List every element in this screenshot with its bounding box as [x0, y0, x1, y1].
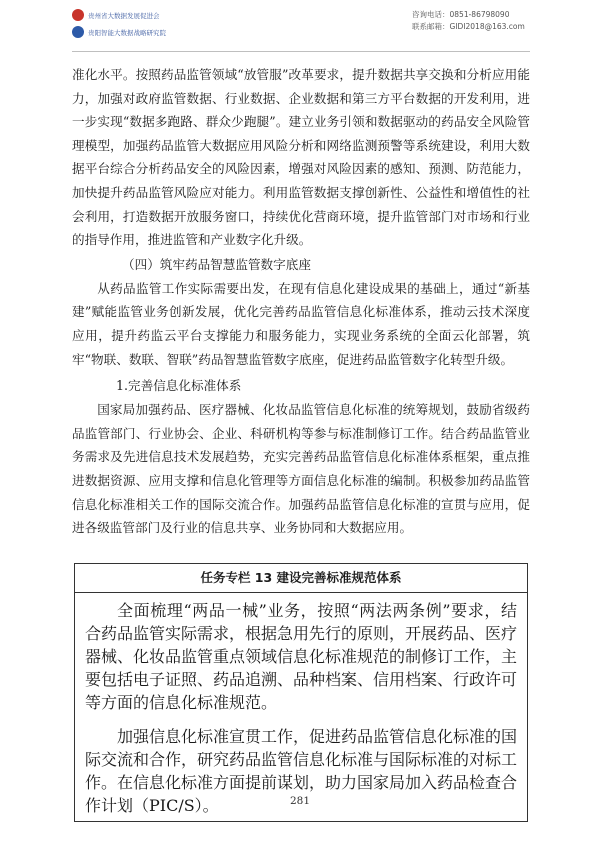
task-column-body: [75, 593, 527, 821]
task-paragraph-2: 加强信息化标准宣贯工作，促进药品监管信息化标准的国际交流和合作，研究药品监管信息化标准与国际标准的对标工作。在信息化标准方面提前谋划，助力国家局加入药品检查合作计划（PIC/S）。: [85, 727, 518, 815]
body-paragraph-2: 从药品监管工作实际需要出发，在现有信息化建设成果的基础上，通过“新基建”赋能监管业务创新发展，优化完善药品监管信息化标准体系，推动云技术深度应用，提升药监云平台支撑能力和服务能力，实现业务系统的全面云化部署，筑牢“物联、数联、智联”药品智慧监管数字底座，促进药品监管数字化转型升级。: [72, 280, 530, 367]
page-header: [0, 0, 600, 52]
red-emblem-icon: [72, 9, 84, 21]
blue-emblem-icon: [72, 26, 84, 38]
task-column-title: 任务专栏 13 建设完善标准规范体系: [75, 564, 527, 593]
body-paragraph-1: 准化水平。按照药品监管领域“放管服”改革要求，提升数据共享交换和分析应用能力，加强对政府监管数据、行业数据、企业数据和第三方平台数据的开发利用，进一步实现“数据多跑路、群众少跑腿”。建立业务引领和数据驱动的药品安全风险管理模型，加强药品监管大数据应用风险分析和网络监测预警等系统建设，利用大数据平台综合分析药品安全的风险因素，增强对风险因素的感知、预测、防范能力，加快提升药品监管风险应对能力。利用监管数据支撑创新性、公益性和增值性的社会利用，打造数据开放服务窗口，持续优化营商环境，提升监管部门对市场和行业的指导作用，推进监管和产业数字化升级。: [72, 67, 530, 248]
contact-email: 联系邮箱：GIDI2018@163.com: [412, 22, 525, 31]
task-column-box: [74, 563, 528, 822]
contact-phone: 咨询电话：0851-86798090: [412, 10, 510, 19]
section-heading: （四）筑牢药品智慧监管数字底座: [122, 256, 311, 272]
contact-info: [412, 9, 525, 33]
body-paragraph-3: 国家局加强药品、医疗器械、化妆品监管信息化标准的统筹规划，鼓励省级药品监管部门、行业协会、企业、科研机构等参与标准制修订工作。结合药品监管业务需求及先进信息技术发展趋势，充实完善药品监管信息化标准体系框架，重点推进数据资源、应用支撑和信息化管理等方面信息化标准的编制。积极参加药品监管信息化标准相关工作的国际交流合作。加强药品监管信息化标准的宣贯与应用，促进各级监管部门及行业的信息共享、业务协同和大数据应用。: [72, 402, 530, 536]
org-logo: [72, 8, 166, 42]
task-paragraph-1: 全面梳理“两品一械”业务，按照“两法两条例”要求，结合药品监管实际需求，根据急用先行的原则，开展药品、医疗器械、化妆品监管重点领域信息化标准规范的制修订工作，主要包括电子证照、药品追溯、品种档案、信用档案、行政许可等方面的信息化标准规范。: [85, 601, 518, 712]
header-divider: [72, 51, 530, 52]
page-number: 281: [289, 795, 311, 807]
document-body: [72, 63, 530, 540]
subsection-heading: 1.完善信息化标准体系: [116, 378, 242, 394]
logo-line-2: 贵阳智能大数据战略研究院: [88, 28, 166, 37]
logo-line-1: 贵州省大数据发展促进会: [88, 11, 160, 20]
